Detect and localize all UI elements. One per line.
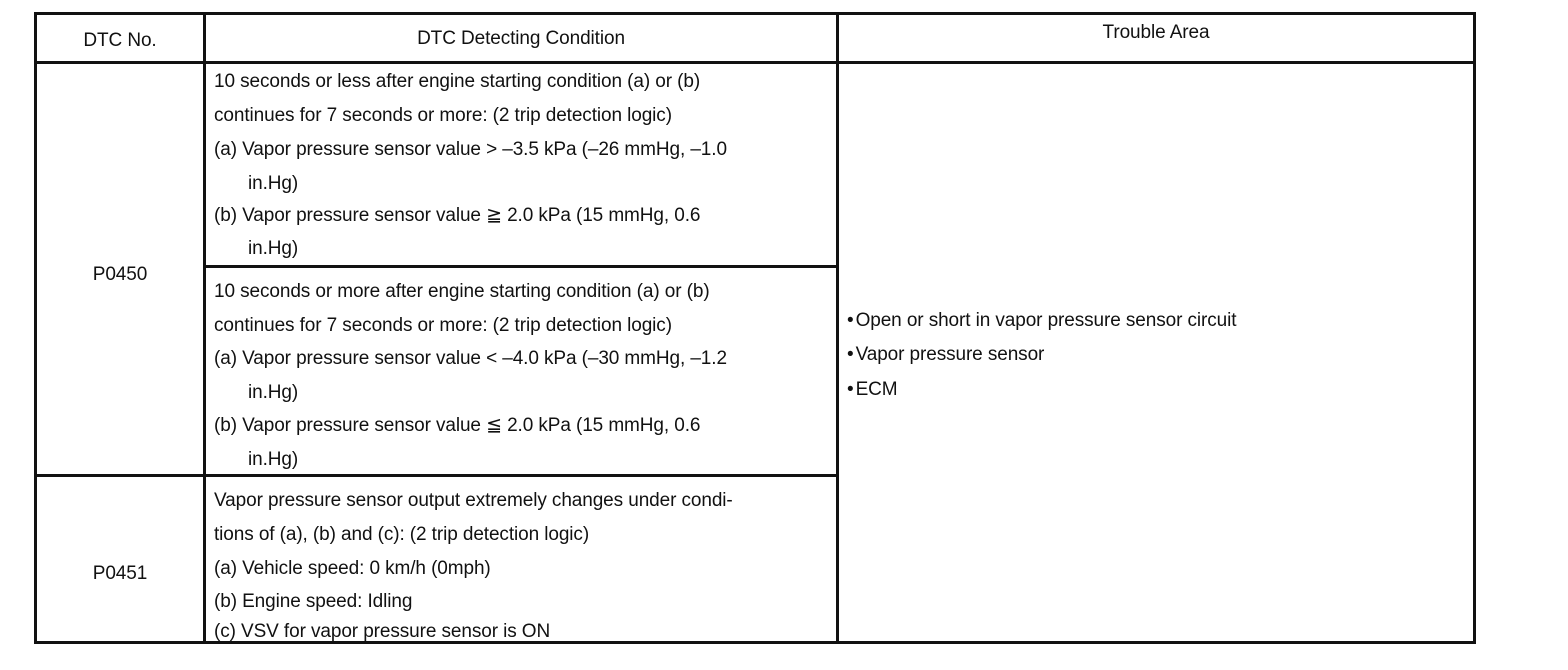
condition-line: (c) VSV for vapor pressure sensor is ON <box>214 621 551 642</box>
table-border-right <box>1473 12 1476 644</box>
row-separator <box>34 474 839 477</box>
header-detecting-condition: DTC Detecting Condition <box>417 28 625 49</box>
dtc-code-p0451: P0451 <box>92 563 148 584</box>
dtc-table <box>34 12 1476 644</box>
header-trouble-area: Trouble Area <box>1102 22 1210 43</box>
table-border-top <box>34 12 1476 15</box>
condition-line: (a) Vapor pressure sensor value < –4.0 kPa (–30 mmHg, –1.2 <box>214 348 727 369</box>
condition-line: Vapor pressure sensor output extremely changes under condi- <box>214 490 733 511</box>
table-border-left <box>34 12 37 644</box>
condition-line: (a) Vehicle speed: 0 km/h (0mph) <box>214 558 491 579</box>
condition-line: (a) Vapor pressure sensor value > –3.5 kPa (–26 mmHg, –1.0 <box>214 139 727 160</box>
condition-line: (b) Engine speed: Idling <box>214 591 413 612</box>
column-separator-1 <box>203 12 206 644</box>
trouble-area-item: • ECM <box>847 373 897 407</box>
trouble-area-item: • Vapor pressure sensor <box>847 338 1044 372</box>
condition-line: in.Hg) <box>248 173 299 194</box>
condition-line: 10 seconds or more after engine starting condition (a) or (b) <box>214 281 710 302</box>
condition-line: tions of (a), (b) and (c): (2 trip detection logic) <box>214 524 590 545</box>
column-separator-2 <box>836 12 839 644</box>
condition-separator <box>206 265 839 268</box>
header-separator <box>34 61 1476 64</box>
condition-line: (b) Vapor pressure sensor value ≦ 2.0 kPa (15 mmHg, 0.6 <box>214 415 701 436</box>
condition-line: (b) Vapor pressure sensor value ≧ 2.0 kPa (15 mmHg, 0.6 <box>214 205 701 226</box>
condition-line: continues for 7 seconds or more: (2 trip detection logic) <box>214 105 672 126</box>
trouble-area-item: • Open or short in vapor pressure sensor circuit <box>847 304 1236 338</box>
condition-line: in.Hg) <box>248 449 299 470</box>
condition-line: 10 seconds or less after engine starting condition (a) or (b) <box>214 71 701 92</box>
condition-line: in.Hg) <box>248 238 299 259</box>
condition-line: in.Hg) <box>248 382 299 403</box>
condition-line: continues for 7 seconds or more: (2 trip detection logic) <box>214 315 672 336</box>
header-dtc-no: DTC No. <box>83 30 157 51</box>
dtc-code-p0450: P0450 <box>92 264 148 285</box>
